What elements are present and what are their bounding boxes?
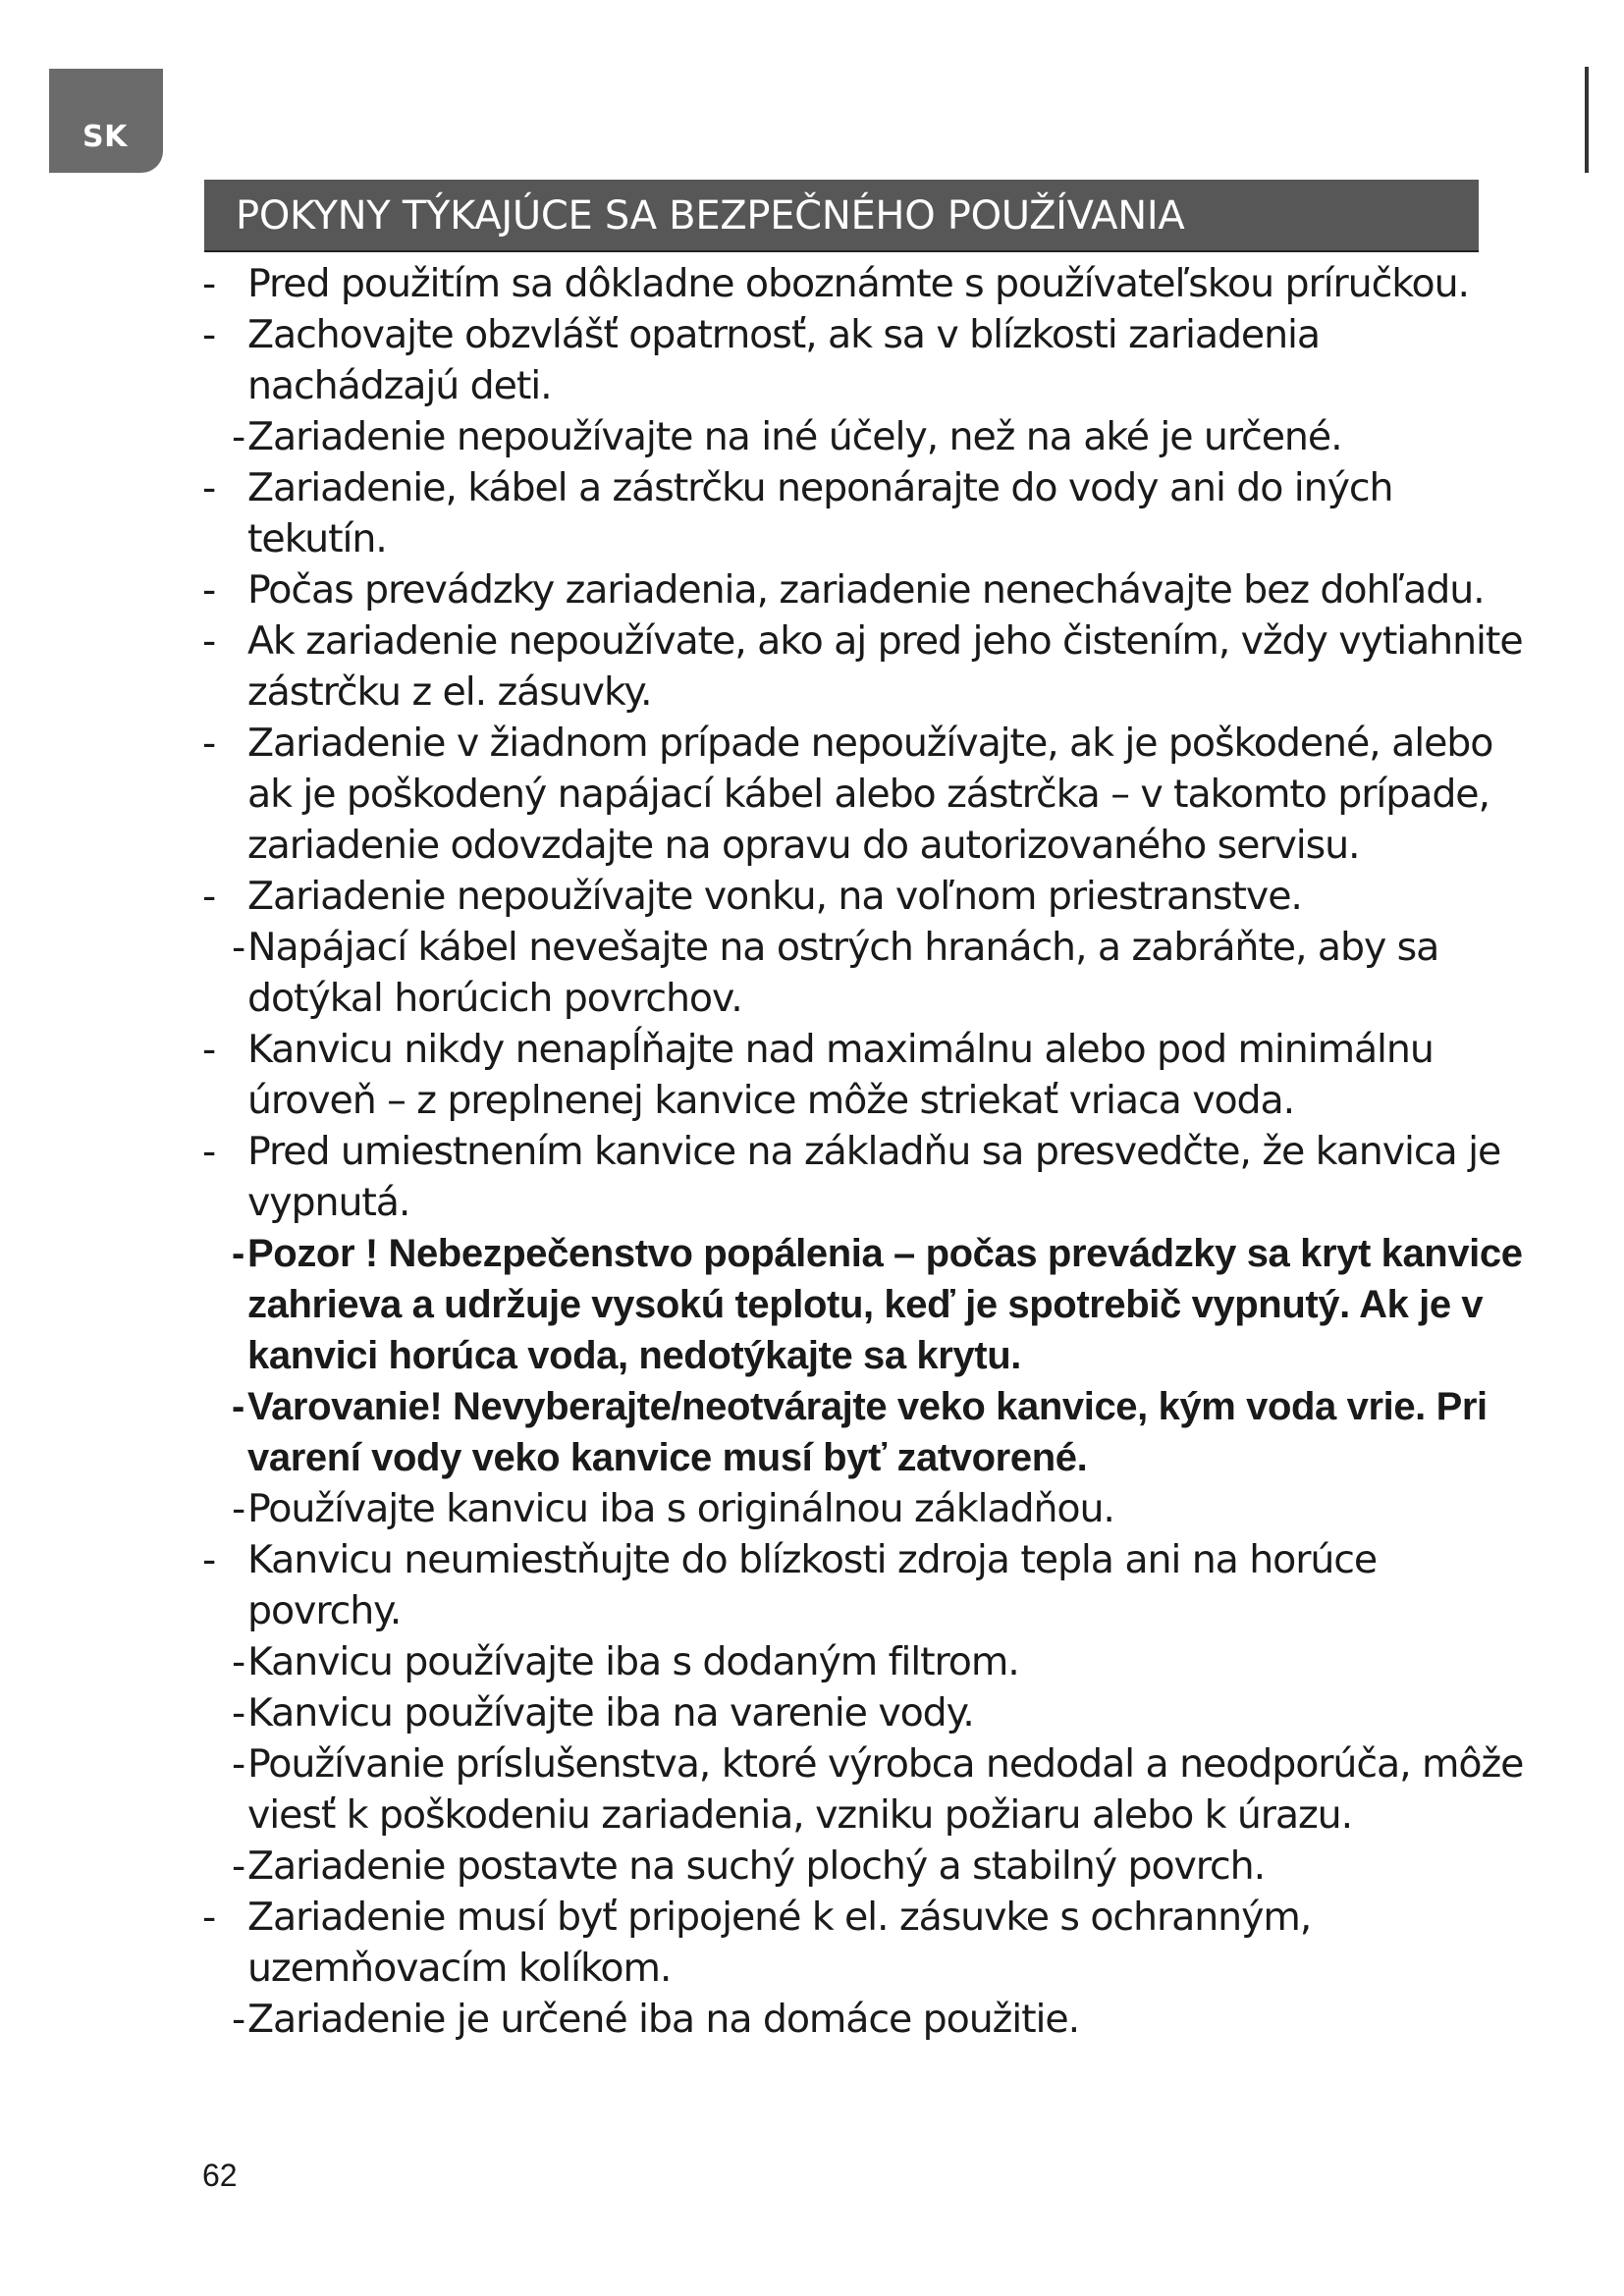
safety-instructions-list <box>202 258 1528 2045</box>
list-item: - Pred použitím sa dôkladne oboznámte s používateľskou príručkou. <box>202 258 1528 309</box>
page-edge-marker <box>1585 67 1589 173</box>
list-item: - Zachovajte obzvlášť opatrnosť, ak sa v blízkosti zariadenia nachádzajú deti. <box>202 309 1528 411</box>
list-item: - Zariadenie musí byť pripojené k el. zásuvke s ochranným, uzemňovacím kolíkom. <box>202 1892 1528 1994</box>
list-item: - Pred umiestnením kanvice na základňu sa presvedčte, že kanvica je vypnutá. <box>202 1126 1528 1228</box>
list-item: - Zariadenie nepoužívajte vonku, na voľnom priestranstve. <box>202 871 1528 922</box>
list-item: - Kanvicu neumiestňujte do blízkosti zdroja tepla ani na horúce povrchy. <box>202 1534 1528 1636</box>
burn-warning: - Pozor ! Nebezpečenstvo popálenia – počas prevádzky sa kryt kanvice zahrieva a udržuje vysokú teplotu, keď je spotrebič vypnutý. Ak je v kanvici horúca voda, nedotýkajte sa krytu. <box>202 1228 1528 1381</box>
list-item: - Kanvicu používajte iba na varenie vody. <box>202 1687 1528 1738</box>
list-item: - Zariadenie v žiadnom prípade nepoužívajte, ak je poškodené, alebo ak je poškodený napájací kábel alebo zástrčka – v takomto prípade, zariadenie odovzdajte na opravu do autorizovaného servisu. <box>202 718 1528 871</box>
section-title: POKYNY TÝKAJÚCE SA BEZPEČNÉHO POUŽÍVANIA <box>204 180 1479 252</box>
page-number: 62 <box>202 2158 238 2193</box>
list-item: - Počas prevádzky zariadenia, zariadenie nenechávajte bez dohľadu. <box>202 564 1528 615</box>
list-item: - Ak zariadenie nepoužívate, ako aj pred jeho čistením, vždy vytiahnite zástrčku z el. zásuvky. <box>202 615 1528 718</box>
lid-warning: - Varovanie! Nevyberajte/neotvárajte veko kanvice, kým voda vrie. Pri varení vody veko kanvice musí byť zatvorené. <box>202 1381 1528 1483</box>
list-item: - Kanvicu používajte iba s dodaným filtrom. <box>202 1636 1528 1687</box>
list-item: - Zariadenie je určené iba na domáce použitie. <box>202 1994 1528 2045</box>
language-tab: SK <box>49 69 163 173</box>
list-item: - Zariadenie, kábel a zástrčku neponárajte do vody ani do iných tekutín. <box>202 462 1528 564</box>
list-item: - Napájací kábel nevešajte na ostrých hranách, a zabráňte, aby sa dotýkal horúcich povrchov. <box>202 922 1528 1024</box>
list-item: - Zariadenie postavte na suchý plochý a stabilný povrch. <box>202 1841 1528 1892</box>
list-item: - Zariadenie nepoužívajte na iné účely, než na aké je určené. <box>202 411 1528 462</box>
list-item: - Používajte kanvicu iba s originálnou základňou. <box>202 1483 1528 1534</box>
list-item: - Používanie príslušenstva, ktoré výrobca nedodal a neodporúča, môže viesť k poškodeniu zariadenia, vzniku požiaru alebo k úrazu. <box>202 1738 1528 1841</box>
list-item: - Kanvicu nikdy nenapĺňajte nad maximálnu alebo pod minimálnu úroveň – z preplnenej kanvice môže striekať vriaca voda. <box>202 1024 1528 1126</box>
